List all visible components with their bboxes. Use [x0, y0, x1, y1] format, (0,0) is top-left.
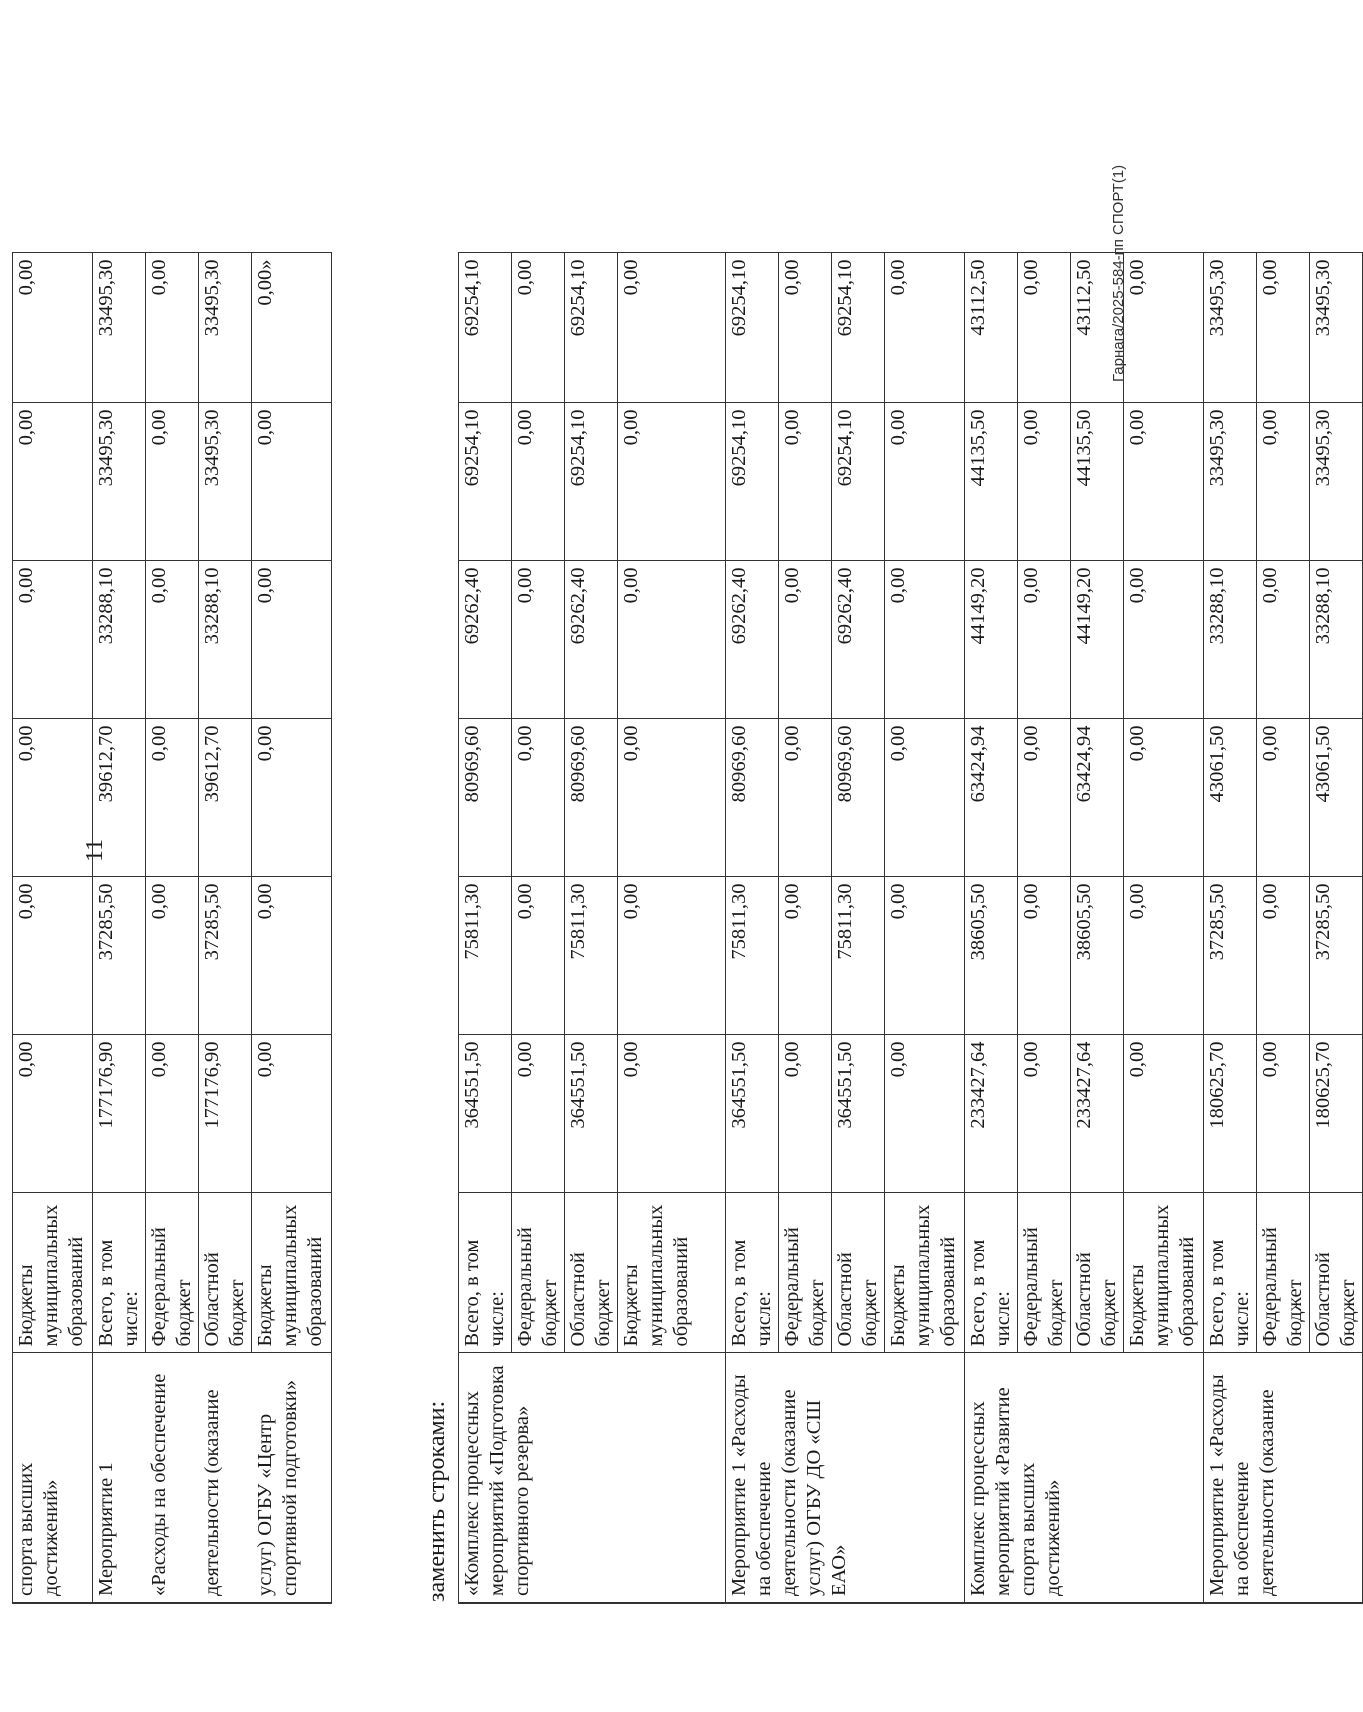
- value-cell: 33495,30: [1204, 403, 1257, 561]
- funding-source: Бюджеты муниципальных образований: [1124, 1193, 1204, 1353]
- value-cell: 0,00: [1124, 403, 1204, 561]
- value-cell: 37285,50: [1204, 877, 1257, 1035]
- page-number: 11: [82, 838, 108, 862]
- value-cell: 39612,70: [93, 719, 146, 877]
- value-cell: 0,00: [512, 403, 565, 561]
- funding-source: Всего, в том числе:: [726, 1193, 779, 1353]
- row-label: «Расходы на обеспечение: [146, 1353, 199, 1603]
- value-cell: 0,00: [252, 719, 332, 877]
- value-cell: 177176,90: [199, 1035, 252, 1193]
- table-row: [252, 253, 332, 1603]
- replace-caption: заменить строками:: [424, 1400, 450, 1602]
- value-cell: 80969,60: [726, 719, 779, 877]
- value-cell: 33495,30: [199, 403, 252, 561]
- value-cell: 39612,70: [199, 719, 252, 877]
- value-cell: 0,00: [13, 719, 93, 877]
- value-cell: 33495,30: [1310, 403, 1363, 561]
- value-cell: 33288,10: [1310, 561, 1363, 719]
- value-cell: 364551,50: [459, 1035, 512, 1193]
- table-row: [726, 253, 779, 1603]
- value-cell: 0,00: [618, 561, 726, 719]
- funding-source: Федеральный бюджет: [1257, 1193, 1310, 1353]
- value-cell: 63424,94: [1071, 719, 1124, 877]
- funding-source: Областной бюджет: [1310, 1193, 1363, 1353]
- value-cell: 33495,30: [1310, 253, 1363, 403]
- budget-table-replacement: [458, 253, 1363, 1605]
- value-cell: 0,00: [1124, 1035, 1204, 1193]
- table-row: [93, 253, 146, 1603]
- table-row: [1204, 253, 1257, 1603]
- value-cell: 0,00: [1018, 403, 1071, 561]
- value-cell: 0,00: [512, 719, 565, 877]
- group-title: Комплекс процессных мероприятий «Развитие спорта высших достижений»: [965, 1353, 1204, 1603]
- value-cell: 37285,50: [93, 877, 146, 1035]
- funding-source: Областной бюджет: [565, 1193, 618, 1353]
- value-cell: 0,00: [885, 877, 965, 1035]
- value-cell: 0,00: [779, 877, 832, 1035]
- value-cell: 233427,64: [1071, 1035, 1124, 1193]
- row-label: Мероприятие 1: [93, 1353, 146, 1603]
- value-cell: 180625,70: [1204, 1035, 1257, 1193]
- value-cell: 0,00: [779, 253, 832, 403]
- value-cell: 0,00: [1124, 253, 1204, 403]
- value-cell: 0,00: [146, 877, 199, 1035]
- value-cell: 63424,94: [965, 719, 1018, 877]
- value-cell: 0,00: [1018, 1035, 1071, 1193]
- value-cell: 0,00: [618, 719, 726, 877]
- value-cell: 37285,50: [1310, 877, 1363, 1035]
- value-cell: 69262,40: [565, 561, 618, 719]
- value-cell: 69254,10: [459, 253, 512, 403]
- value-cell: 69254,10: [832, 253, 885, 403]
- value-cell: 0,00: [779, 403, 832, 561]
- value-cell: 0,00: [146, 1035, 199, 1193]
- value-cell: 0,00: [512, 1035, 565, 1193]
- value-cell: 0,00: [885, 719, 965, 877]
- value-cell: 33495,30: [1204, 253, 1257, 403]
- value-cell: 69254,10: [832, 403, 885, 561]
- value-cell: 0,00: [1124, 561, 1204, 719]
- group-title: Мероприятие 1 «Расходы на обеспечение деятельности (оказание: [1204, 1353, 1363, 1603]
- funding-source: Бюджеты муниципальных образований: [252, 1193, 332, 1353]
- group-title: Мероприятие 1 «Расходы на обеспечение деятельности (оказание услуг) ОГБУ ДО «СШ ЕАО»: [726, 1353, 965, 1603]
- value-cell: 43112,50: [1071, 253, 1124, 403]
- value-cell: 44135,50: [965, 403, 1018, 561]
- funding-source: Федеральный бюджет: [512, 1193, 565, 1353]
- value-cell: 43061,50: [1310, 719, 1363, 877]
- funding-source: Областной бюджет: [832, 1193, 885, 1353]
- table-row: [459, 253, 512, 1603]
- value-cell: 0,00: [252, 403, 332, 561]
- value-cell: 0,00: [146, 253, 199, 403]
- value-cell: 0,00: [1257, 1035, 1310, 1193]
- value-cell: 0,00: [1257, 561, 1310, 719]
- value-cell: 69262,40: [726, 561, 779, 719]
- value-cell: 38605,50: [965, 877, 1018, 1035]
- value-cell: 0,00: [1018, 719, 1071, 877]
- row-label: деятельности (оказание: [199, 1353, 252, 1603]
- value-cell: 75811,30: [459, 877, 512, 1035]
- value-cell: 44135,50: [1071, 403, 1124, 561]
- value-cell: 33288,10: [199, 561, 252, 719]
- value-cell: 364551,50: [832, 1035, 885, 1193]
- value-cell: 0,00: [1124, 719, 1204, 877]
- value-cell: 0,00: [1257, 403, 1310, 561]
- value-cell: 0,00: [779, 1035, 832, 1193]
- value-cell: 0,00»: [252, 253, 332, 403]
- value-cell: 75811,30: [832, 877, 885, 1035]
- value-cell: 0,00: [252, 877, 332, 1035]
- value-cell: 43061,50: [1204, 719, 1257, 877]
- value-cell: 0,00: [13, 253, 93, 403]
- value-cell: 69262,40: [832, 561, 885, 719]
- value-cell: 37285,50: [199, 877, 252, 1035]
- funding-source: Федеральный бюджет: [146, 1193, 199, 1353]
- funding-source: Федеральный бюджет: [1018, 1193, 1071, 1353]
- value-cell: 0,00: [885, 403, 965, 561]
- row-label: услуг) ОГБУ «Центр спортивной подготовки»: [252, 1353, 332, 1603]
- value-cell: 0,00: [618, 403, 726, 561]
- value-cell: 0,00: [1124, 877, 1204, 1035]
- value-cell: 75811,30: [726, 877, 779, 1035]
- value-cell: 364551,50: [565, 1035, 618, 1193]
- value-cell: 0,00: [1018, 253, 1071, 403]
- value-cell: 0,00: [1018, 877, 1071, 1035]
- value-cell: 69254,10: [726, 403, 779, 561]
- value-cell: 0,00: [146, 403, 199, 561]
- budget-table-top: [12, 253, 332, 1605]
- value-cell: 0,00: [618, 877, 726, 1035]
- value-cell: 33495,30: [93, 403, 146, 561]
- value-cell: 0,00: [779, 561, 832, 719]
- value-cell: 233427,64: [965, 1035, 1018, 1193]
- value-cell: 0,00: [512, 561, 565, 719]
- funding-source: Всего, в том числе:: [93, 1193, 146, 1353]
- funding-source: Всего, в том числе:: [459, 1193, 512, 1353]
- value-cell: 43112,50: [965, 253, 1018, 403]
- value-cell: 38605,50: [1071, 877, 1124, 1035]
- funding-source: Бюджеты муниципальных образований: [885, 1193, 965, 1353]
- value-cell: 33495,30: [93, 253, 146, 403]
- value-cell: 180625,70: [1310, 1035, 1363, 1193]
- value-cell: 364551,50: [726, 1035, 779, 1193]
- value-cell: 0,00: [512, 253, 565, 403]
- value-cell: 0,00: [885, 1035, 965, 1193]
- table-row: [965, 253, 1018, 1603]
- value-cell: 0,00: [1257, 877, 1310, 1035]
- value-cell: 0,00: [13, 561, 93, 719]
- funding-source: Бюджеты муниципальных образований: [13, 1193, 93, 1353]
- value-cell: 0,00: [1018, 561, 1071, 719]
- document-footer: Гарнага/2025-584-пп СПОРТ(1): [1110, 164, 1127, 382]
- value-cell: 0,00: [252, 561, 332, 719]
- value-cell: 0,00: [146, 719, 199, 877]
- value-cell: 75811,30: [565, 877, 618, 1035]
- value-cell: 0,00: [885, 561, 965, 719]
- value-cell: 0,00: [1257, 719, 1310, 877]
- funding-source: Всего, в том числе:: [965, 1193, 1018, 1353]
- funding-source: Федеральный бюджет: [779, 1193, 832, 1353]
- group-title: «Комплекс процессных мероприятий «Подготовка спортивного резерва»: [459, 1353, 726, 1603]
- value-cell: 69254,10: [565, 253, 618, 403]
- table-row: [13, 253, 93, 1603]
- value-cell: 0,00: [13, 1035, 93, 1193]
- value-cell: 44149,20: [1071, 561, 1124, 719]
- value-cell: 69254,10: [565, 403, 618, 561]
- value-cell: 0,00: [885, 253, 965, 403]
- value-cell: 33495,30: [199, 253, 252, 403]
- value-cell: 80969,60: [459, 719, 512, 877]
- funding-source: Всего, в том числе:: [1204, 1193, 1257, 1353]
- table-row: [146, 253, 199, 1603]
- value-cell: 0,00: [252, 1035, 332, 1193]
- value-cell: 0,00: [1257, 253, 1310, 403]
- funding-source: Бюджеты муниципальных образований: [618, 1193, 726, 1353]
- value-cell: 69254,10: [459, 403, 512, 561]
- value-cell: 33288,10: [1204, 561, 1257, 719]
- value-cell: 0,00: [618, 253, 726, 403]
- value-cell: 80969,60: [565, 719, 618, 877]
- funding-source: Областной бюджет: [1071, 1193, 1124, 1353]
- value-cell: 0,00: [13, 403, 93, 561]
- value-cell: 44149,20: [965, 561, 1018, 719]
- value-cell: 0,00: [146, 561, 199, 719]
- value-cell: 0,00: [13, 877, 93, 1035]
- row-label: спорта высших достижений»: [13, 1353, 93, 1603]
- value-cell: 177176,90: [93, 1035, 146, 1193]
- value-cell: 0,00: [618, 1035, 726, 1193]
- funding-source: Областной бюджет: [199, 1193, 252, 1353]
- table-row: [199, 253, 252, 1603]
- value-cell: 69254,10: [726, 253, 779, 403]
- value-cell: 0,00: [779, 719, 832, 877]
- value-cell: 80969,60: [832, 719, 885, 877]
- value-cell: 33288,10: [93, 561, 146, 719]
- value-cell: 0,00: [512, 877, 565, 1035]
- value-cell: 69262,40: [459, 561, 512, 719]
